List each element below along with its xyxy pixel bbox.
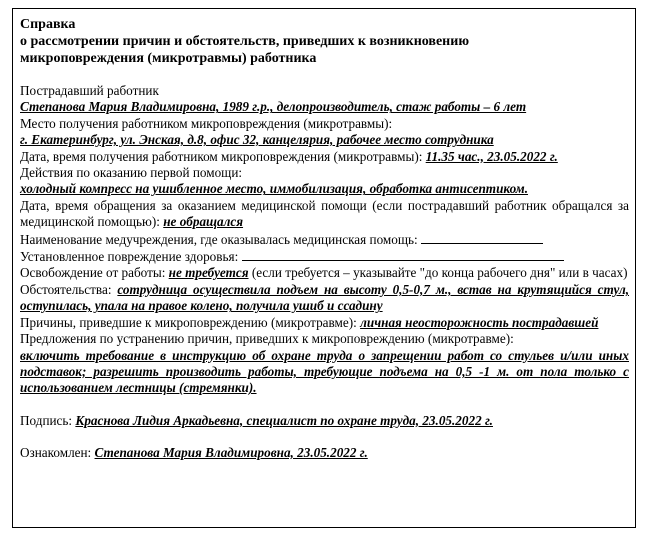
- place-label: Место получения работником микроповреждения (микротравмы):: [20, 115, 393, 131]
- medical-visit-value: не обращался: [163, 214, 244, 230]
- work-release-section: [20, 265, 629, 281]
- victim-value: Степанова Мария Владимировна, 1989 г.р., делопроизводитель, стаж работы – 6 лет: [20, 99, 527, 115]
- causes-label: Причины, приведшие к микроповреждению (микротравме):: [20, 314, 357, 330]
- circumstances-value: сотрудница осуществила подъем на высоту 0,5-0,7 м., встав на крутящийся стул, оступилась, упала на правое колено, получила ушиб и ссадину: [20, 281, 630, 314]
- work-release-value: не требуется: [168, 265, 249, 281]
- med-institution-label: Наименование медучреждения, где оказывалась медицинская помощь:: [20, 231, 418, 247]
- victim-section: [20, 83, 629, 116]
- place-value: г. Екатеринбург, ул. Энская, д.8, офис 32, канцелярия, рабочее место сотрудника: [20, 132, 494, 148]
- proposals-section: [20, 331, 629, 397]
- title-line-1: Справка: [20, 17, 76, 32]
- causes-section: [20, 315, 629, 331]
- datetime-section: [20, 149, 629, 165]
- certificate-document: [12, 8, 636, 528]
- med-institution-blank: [421, 231, 543, 244]
- acknowledged-label: Ознакомлен:: [20, 445, 92, 461]
- circumstances-section: [20, 282, 629, 315]
- first-aid-section: [20, 165, 629, 198]
- causes-value: личная неосторожность пострадавшей: [360, 314, 599, 330]
- signature-label: Подпись:: [20, 412, 73, 428]
- circumstances-label: Обстоятельства:: [20, 281, 112, 297]
- first-aid-label: Действия по оказанию первой помощи:: [20, 165, 243, 181]
- first-aid-value: холодный компресс на ушибленное место, иммобилизация, обработка антисептиком.: [20, 181, 529, 197]
- signature-section: [20, 413, 629, 429]
- acknowledged-section: [20, 445, 629, 461]
- med-institution-section: [20, 231, 629, 248]
- title-line-3: микроповреждения (микротравмы) работника: [20, 51, 317, 66]
- acknowledged-value: Степанова Мария Владимировна, 23.05.2022 г.: [94, 445, 368, 461]
- datetime-value: 11.35 час., 23.05.2022 г.: [425, 148, 558, 164]
- work-release-label: Освобождение от работы:: [20, 265, 166, 281]
- place-section: [20, 116, 629, 149]
- signature-value: Краснова Лидия Аркадьевна, специалист по охране труда, 23.05.2022 г.: [75, 412, 493, 428]
- document-title: [20, 16, 629, 67]
- proposals-value: включить требование в инструкцию об охране труда о запрещении работ со стульев и/или иных подставок; разрешить производить работы, требующие подъема на 0,5 -1 м. от пола только с использованием лестницы (стремянки).: [20, 347, 629, 396]
- medical-visit-section: [20, 198, 629, 231]
- medical-visit-label: Дата, время обращения за оказанием медицинской помощи (если пострадавший работник обращался за медицинской помощью):: [20, 197, 629, 230]
- datetime-label: Дата, время получения работником микроповреждения (микротравмы):: [20, 148, 423, 164]
- injury-section: [20, 248, 629, 265]
- work-release-note: (если требуется – указывайте "до конца рабочего дня" или в часах): [251, 265, 628, 281]
- victim-label: Пострадавший работник: [20, 83, 159, 98]
- injury-blank: [242, 248, 564, 261]
- injury-label: Установленное повреждение здоровья:: [20, 249, 239, 265]
- title-line-2: о рассмотрении причин и обстоятельств, приведших к возникновению: [20, 34, 470, 49]
- proposals-label: Предложения по устранению причин, приведших к микроповреждению (микротравме):: [20, 331, 514, 347]
